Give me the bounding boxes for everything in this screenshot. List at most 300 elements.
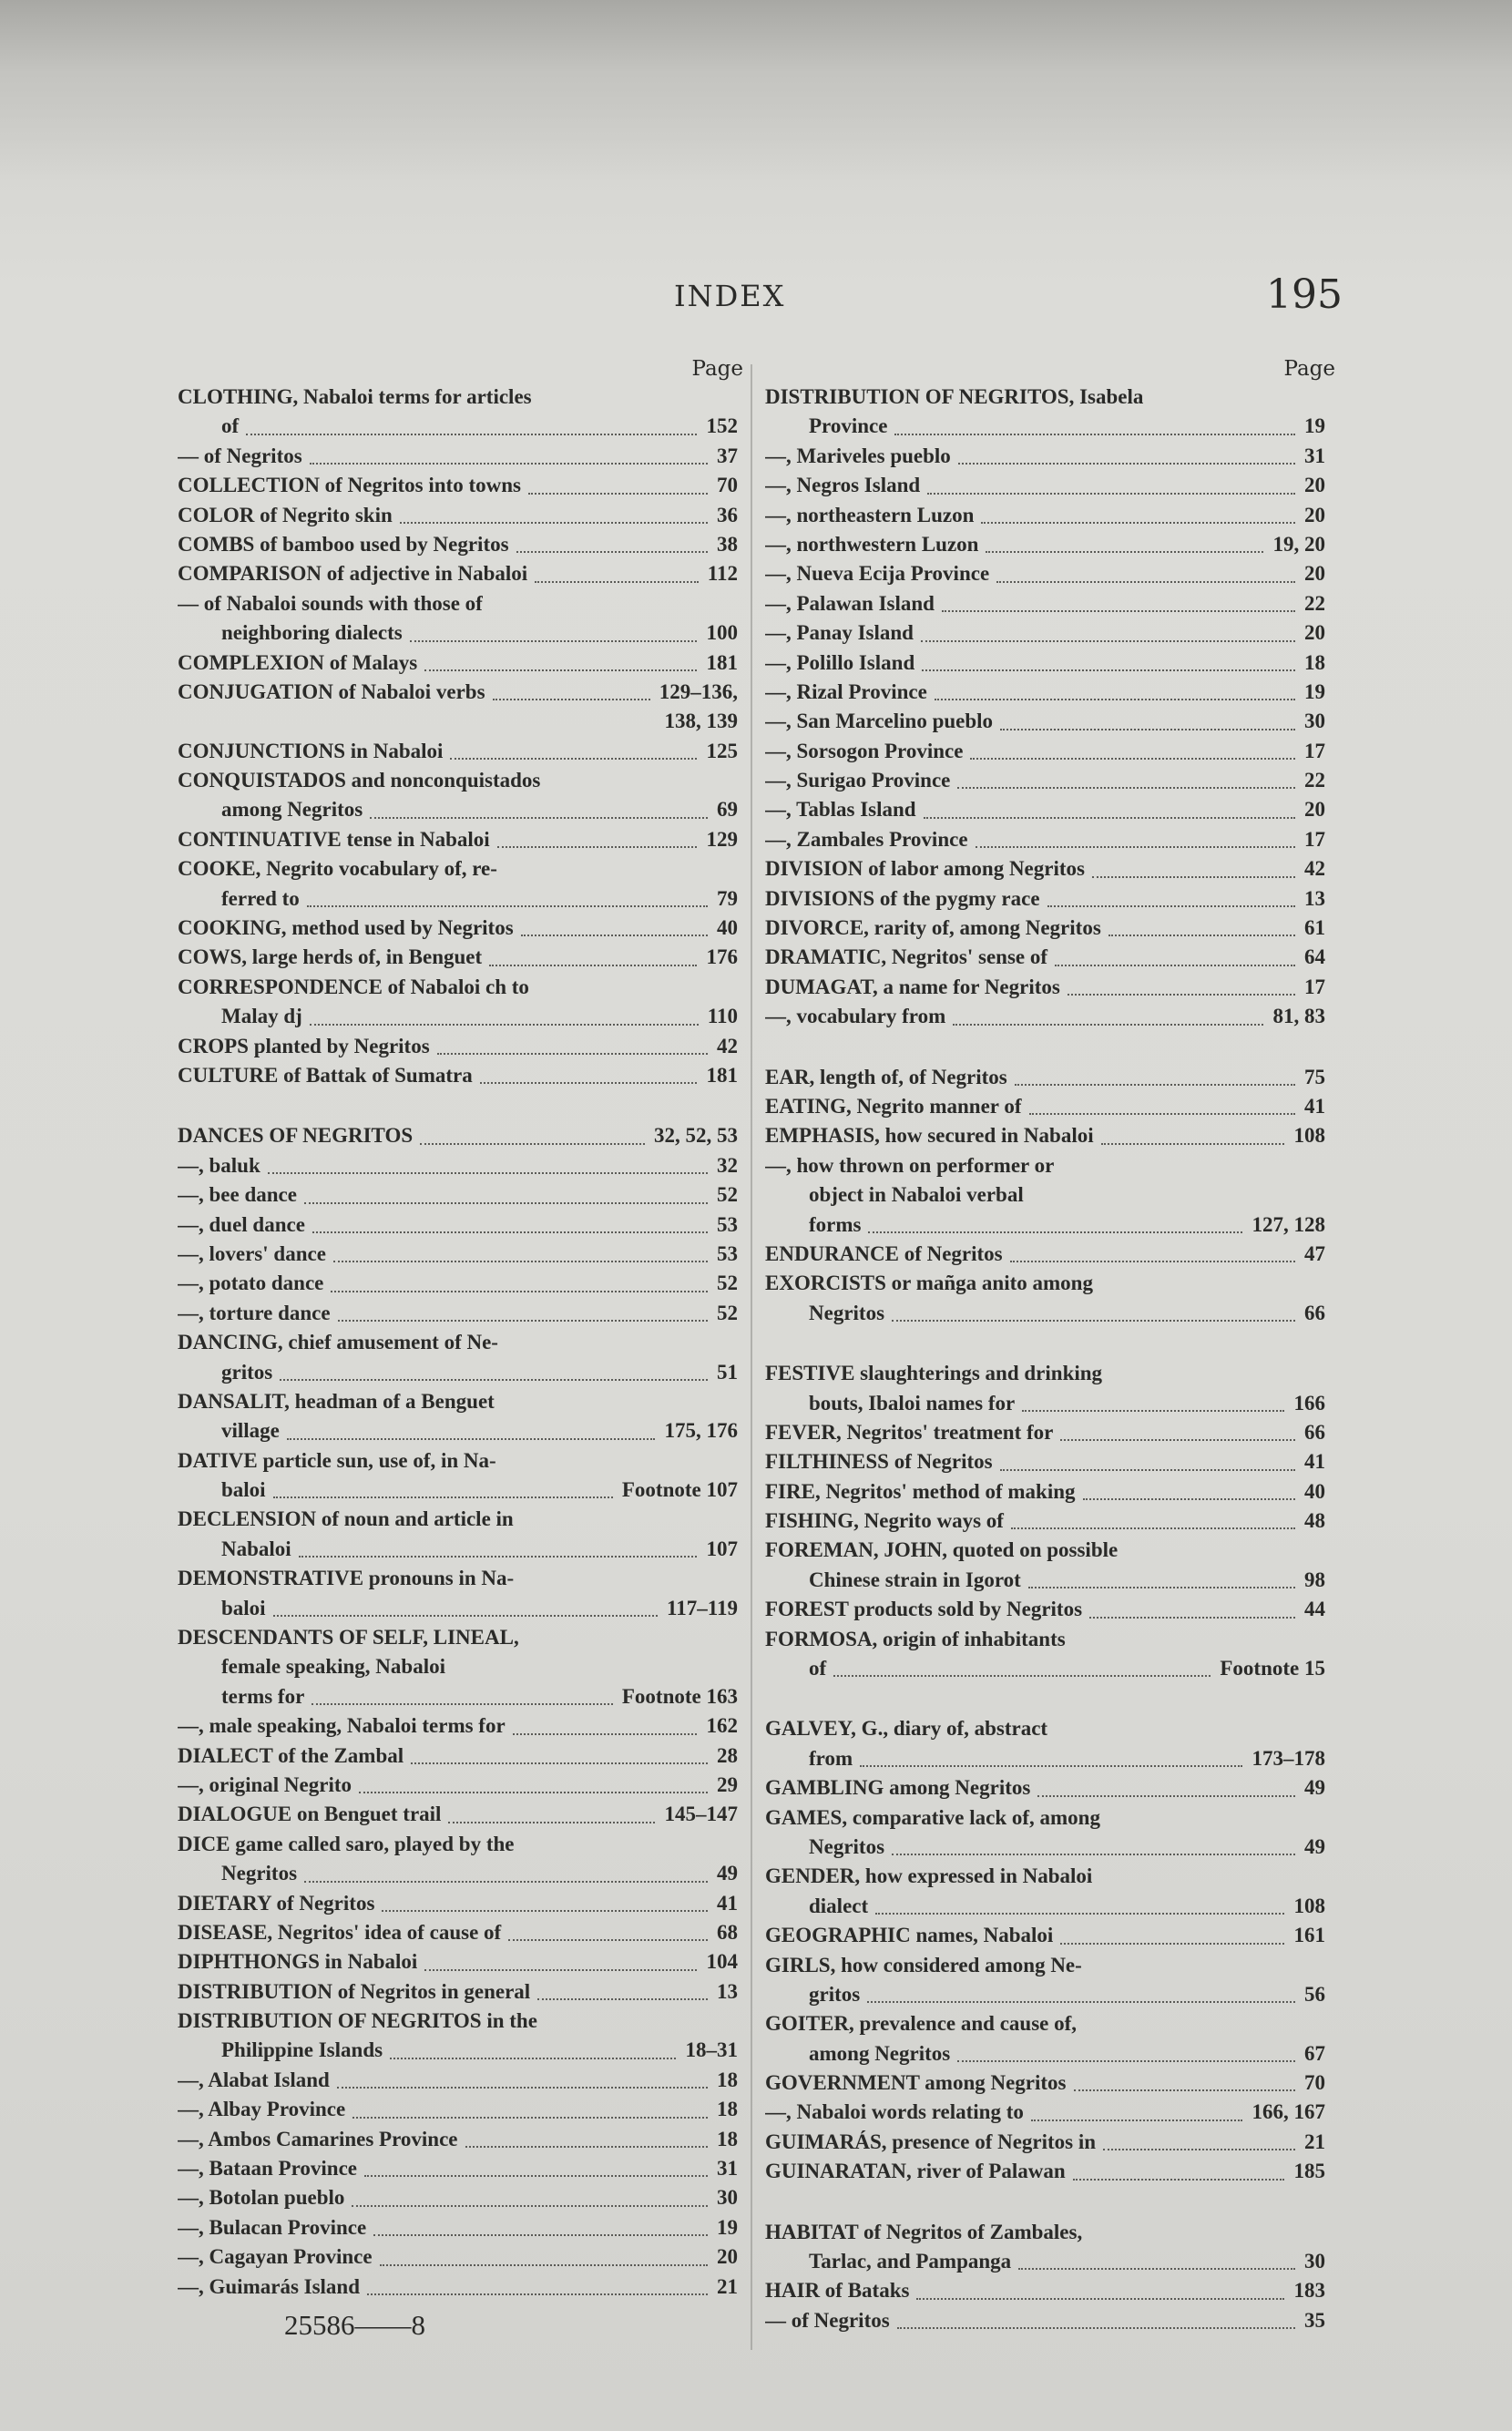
index-entry — [178, 1002, 738, 1031]
leader-dots — [1068, 973, 1295, 996]
index-entry-text: ENDURANCE of Negritos — [765, 1241, 1003, 1265]
index-entry — [765, 1833, 1325, 1862]
leader-dots — [304, 1180, 708, 1203]
index-entry-text: FESTIVE slaughterings and drinking — [765, 1362, 1103, 1385]
index-entry — [178, 914, 738, 943]
index-entry-page: 30 — [1304, 710, 1325, 733]
leader-dots — [935, 678, 1295, 700]
index-entry-page: 20 — [1304, 798, 1325, 822]
index-entry-page: 127, 128 — [1251, 1212, 1325, 1236]
index-entry — [765, 1625, 1325, 1654]
index-entry — [178, 1090, 738, 1121]
index-entry-text: bouts, Ibaloi names for — [809, 1391, 1016, 1415]
index-entry-text: EAR, length of, of Negritos — [765, 1065, 1007, 1088]
index-entry — [765, 825, 1325, 854]
index-entry-page: 13 — [717, 1979, 738, 2003]
index-entry-text: —, Surigao Province — [765, 769, 951, 792]
index-entry-text: —, potato dance — [178, 1272, 324, 1295]
leader-dots — [1011, 1507, 1295, 1529]
leader-dots — [1000, 707, 1295, 730]
printer-signature: 25586——8 — [284, 2309, 425, 2341]
index-entry-text: Nabaloi — [221, 1537, 291, 1560]
index-entry-text: —, Zambales Province — [765, 827, 968, 851]
index-entry-page: 52 — [717, 1301, 738, 1324]
leader-dots — [411, 1742, 708, 1764]
index-entry — [765, 1389, 1325, 1418]
index-entry — [178, 2154, 738, 2183]
index-entry-page: 17 — [1304, 739, 1325, 762]
index-entry — [178, 1918, 738, 1947]
index-entry-page: 70 — [1304, 2071, 1325, 2095]
index-entry-text: baloi — [221, 1478, 266, 1502]
index-entry — [178, 737, 738, 766]
leader-dots — [1074, 2068, 1295, 2091]
index-entry — [178, 943, 738, 972]
index-entry-text: GENDER, how expressed in Nabaloi — [765, 1864, 1093, 1888]
index-entry-page: 152 — [706, 414, 738, 438]
index-entry-page: 35 — [1304, 2308, 1325, 2332]
torn-page-edge — [0, 0, 1512, 182]
index-entry — [178, 1269, 738, 1298]
index-entry-page: 31 — [717, 2157, 738, 2181]
index-entry — [765, 766, 1325, 795]
leader-dots — [981, 501, 1295, 524]
index-entry-text: —, bee dance — [178, 1183, 297, 1207]
index-entry-text: DRAMATIC, Negritos' sense of — [765, 945, 1048, 969]
index-entry — [178, 1800, 738, 1829]
index-entry — [178, 501, 738, 530]
index-entry — [765, 471, 1325, 500]
index-column-right — [765, 383, 1325, 2335]
index-entry-page: 18 — [1304, 650, 1325, 674]
leader-dots — [953, 1002, 1263, 1025]
index-entry — [765, 1536, 1325, 1565]
leader-dots — [860, 1744, 1242, 1767]
index-entry-page: 40 — [1304, 1479, 1325, 1503]
index-entry-page: 41 — [1304, 1094, 1325, 1118]
index-entry-text: CORRESPONDENCE of Nabaloi ch to — [178, 975, 529, 998]
leader-dots — [465, 2125, 708, 2148]
leader-dots — [337, 2066, 708, 2089]
leader-dots — [868, 1210, 1242, 1233]
index-entry-text: GUINARATAN, river of Palawan — [765, 2160, 1066, 2183]
index-entry-text: —, Mariveles pueblo — [765, 444, 951, 467]
index-entry-text: HABITAT of Negritos of Zambales, — [765, 2220, 1083, 2243]
index-entry-text: DANSALIT, headman of a Benguet — [178, 1389, 495, 1413]
index-entry-page: Footnote 15 — [1220, 1657, 1325, 1680]
index-entry-page: 30 — [717, 2186, 738, 2210]
index-entry-text: DECLENSION of noun and article in — [178, 1507, 514, 1531]
index-entry-text: —, male speaking, Nabaloi terms for — [178, 1714, 506, 1738]
index-entry-page: 30 — [1304, 2250, 1325, 2273]
index-entry — [765, 1744, 1325, 1773]
index-entry-page: 20 — [1304, 474, 1325, 497]
index-entry-text: dialect — [809, 1894, 869, 1917]
index-entry — [765, 1803, 1325, 1833]
index-entry-text: COMPARISON of adjective in Nabaloi — [178, 562, 528, 586]
index-entry-text: Chinese strain in Igorot — [809, 1568, 1021, 1591]
leader-dots — [1022, 1389, 1284, 1412]
index-entry-text: —, Nabaloi words relating to — [765, 2100, 1024, 2124]
index-entry — [178, 854, 738, 884]
index-entry — [178, 766, 738, 795]
leader-dots — [246, 412, 697, 434]
index-entry-page: 19 — [1304, 679, 1325, 703]
index-entry — [178, 1416, 738, 1445]
index-entry — [178, 1742, 738, 1771]
index-entry-page: 49 — [1304, 1834, 1325, 1858]
index-entry-text: Tarlac, and Pampanga — [809, 2250, 1012, 2273]
leader-dots — [508, 1918, 708, 1941]
index-entry — [178, 559, 738, 588]
index-entry-text: —, original Negrito — [178, 1772, 352, 1796]
index-entry-text: CROPS planted by Negritos — [178, 1034, 430, 1057]
index-entry-page: 13 — [1304, 886, 1325, 910]
index-entry-text: DISTRIBUTION of Negritos in general — [178, 1979, 531, 2003]
index-entry-page: 79 — [717, 886, 738, 910]
index-entry — [178, 1535, 738, 1564]
leader-dots — [875, 1892, 1284, 1915]
index-entry — [178, 1859, 738, 1888]
index-entry-text: HAIR of Bataks — [765, 2279, 910, 2303]
index-entry-text: CLOTHING, Nabaloi terms for articles — [178, 385, 532, 408]
index-entry-text: COOKE, Negrito vocabulary of, re- — [178, 857, 497, 881]
index-entry — [765, 1892, 1325, 1921]
index-entry — [765, 1359, 1325, 1388]
index-entry-page: 98 — [1304, 1568, 1325, 1591]
leader-dots — [1015, 1063, 1295, 1086]
index-entry-text: DANCING, chief amusement of Ne- — [178, 1331, 498, 1354]
index-entry-page: 41 — [1304, 1450, 1325, 1474]
index-entry — [178, 884, 738, 914]
index-entry-page: 28 — [717, 1743, 738, 1767]
index-entry-text: FILTHINESS of Negritos — [765, 1450, 993, 1474]
index-entry-text: —, Guimarás Island — [178, 2274, 361, 2298]
index-entry — [765, 2157, 1325, 2186]
index-entry — [765, 2218, 1325, 2247]
index-entry — [765, 649, 1325, 678]
index-entry-page: 18–31 — [685, 2038, 738, 2062]
leader-dots — [924, 795, 1295, 818]
index-entry-text: of — [809, 1657, 827, 1680]
index-entry — [178, 1771, 738, 1800]
leader-dots — [521, 914, 708, 936]
index-entry — [765, 1063, 1325, 1092]
index-entry-text: — of Negritos — [178, 444, 302, 467]
index-entry-text: DUMAGAT, a name for Negritos — [765, 975, 1060, 998]
index-entry — [765, 1507, 1325, 1536]
index-entry — [765, 2276, 1325, 2305]
index-entry — [178, 1682, 738, 1711]
index-entry-page: 70 — [717, 474, 738, 497]
leader-dots — [390, 2036, 676, 2058]
index-entry — [765, 1002, 1325, 1031]
leader-dots — [310, 442, 708, 465]
index-entry-text: DIVISIONS of the pygmy race — [765, 886, 1040, 910]
index-entry-text: Philippine Islands — [221, 2038, 383, 2062]
index-entry — [765, 1862, 1325, 1891]
index-entry-text: —, Alabat Island — [178, 2068, 330, 2091]
index-entry-text: COLOR of Negrito skin — [178, 503, 393, 526]
leader-dots — [897, 2306, 1295, 2329]
index-entry-page: 52 — [717, 1272, 738, 1295]
index-entry — [178, 1623, 738, 1652]
index-entry — [178, 1358, 738, 1387]
index-entry-text: object in Nabaloi verbal — [809, 1183, 1024, 1207]
index-entry-page: 166, 167 — [1251, 2100, 1325, 2124]
leader-dots — [312, 1682, 613, 1705]
index-entry-page: 38 — [717, 532, 738, 556]
leader-dots — [364, 2154, 708, 2177]
index-entry — [765, 1180, 1325, 1210]
index-entry — [178, 2242, 738, 2272]
leader-dots — [1028, 1566, 1295, 1588]
index-entry-text: Negritos — [809, 1301, 885, 1324]
index-entry — [178, 2273, 738, 2302]
leader-dots — [424, 649, 697, 671]
index-entry — [178, 1180, 738, 1210]
leader-dots — [957, 766, 1295, 789]
index-entry-text: CONJUGATION of Nabaloi verbs — [178, 679, 485, 703]
index-entry-text: EMPHASIS, how secured in Nabaloi — [765, 1124, 1094, 1148]
index-entry-text: COLLECTION of Negritos into towns — [178, 474, 521, 497]
index-entry — [178, 973, 738, 1002]
index-entry — [765, 1092, 1325, 1121]
index-entry-text: DIVORCE, rarity of, among Negritos — [765, 916, 1101, 940]
index-entry-page: 66 — [1304, 1420, 1325, 1444]
index-entry — [765, 737, 1325, 766]
index-entry-page: 52 — [717, 1183, 738, 1207]
index-entry-page: 19, 20 — [1272, 532, 1325, 556]
left-page-col-label: Page — [691, 357, 743, 381]
index-entry-page: 108 — [1293, 1124, 1325, 1148]
index-column-left — [178, 383, 738, 2302]
index-entry-text: from — [809, 1746, 853, 1770]
index-entry — [178, 1564, 738, 1593]
index-entry — [178, 1947, 738, 1976]
index-entry-text: COMBS of bamboo used by Negritos — [178, 532, 509, 556]
leader-dots — [916, 2276, 1284, 2299]
leader-dots — [268, 1151, 708, 1174]
leader-dots — [450, 737, 697, 760]
index-entry — [178, 1652, 738, 1681]
index-entry — [178, 1151, 738, 1180]
index-entry-text: —, how thrown on performer or — [765, 1153, 1055, 1177]
leader-dots — [927, 471, 1295, 494]
index-entry — [178, 1594, 738, 1623]
index-entry-page: 21 — [1304, 2130, 1325, 2153]
index-entry-text: GALVEY, G., diary of, abstract — [765, 1717, 1048, 1741]
page-number: 195 — [1266, 271, 1343, 318]
index-entry — [178, 825, 738, 854]
leader-dots — [273, 1594, 658, 1617]
index-entry-page: 18 — [717, 2127, 738, 2150]
index-entry — [765, 678, 1325, 707]
leader-dots — [400, 501, 708, 524]
index-entry — [178, 795, 738, 824]
index-entry-text: —, vocabulary from — [765, 1005, 946, 1028]
index-entry — [178, 1387, 738, 1416]
index-entry — [765, 973, 1325, 1002]
index-entry — [178, 1121, 738, 1150]
index-entry — [178, 1505, 738, 1534]
index-entry-text: —, Nueva Ecija Province — [765, 562, 990, 586]
index-entry-page: 162 — [706, 1714, 738, 1738]
index-entry-page: 173–178 — [1251, 1746, 1325, 1770]
leader-dots — [867, 1980, 1295, 2003]
leader-dots — [437, 1032, 708, 1055]
index-entry-text: —, San Marcelino pueblo — [765, 710, 994, 733]
index-entry — [765, 501, 1325, 530]
index-entry-page: 183 — [1293, 2279, 1325, 2303]
leader-dots — [380, 2242, 708, 2265]
index-entry — [178, 2095, 738, 2124]
index-entry-text: FEVER, Negritos' treatment for — [765, 1420, 1054, 1444]
leader-dots — [976, 825, 1295, 848]
index-entry — [178, 1299, 738, 1328]
index-entry-page: 104 — [706, 1950, 738, 1974]
leader-dots — [516, 530, 708, 553]
index-entry — [765, 1566, 1325, 1595]
index-entry-text: DESCENDANTS OF SELF, LINEAL, — [178, 1626, 519, 1650]
index-entry-text: CULTURE of Battak of Sumatra — [178, 1063, 473, 1087]
index-entry-text: neighboring dialects — [221, 621, 403, 645]
index-entry — [178, 1889, 738, 1918]
leader-dots — [489, 943, 697, 965]
index-entry-text: Province — [809, 414, 888, 438]
index-entry-text: DIALOGUE on Benguet trail — [178, 1803, 442, 1826]
leader-dots — [1060, 1418, 1295, 1441]
index-entry — [765, 618, 1325, 648]
index-entry-page: 17 — [1304, 975, 1325, 998]
leader-dots — [894, 412, 1295, 434]
index-entry-text: —, Bulacan Province — [178, 2215, 367, 2239]
index-entry — [178, 649, 738, 678]
index-entry-page: 19 — [1304, 414, 1325, 438]
leader-dots — [833, 1654, 1211, 1677]
index-entry-page: 175, 176 — [664, 1419, 738, 1443]
index-entry-text: —, duel dance — [178, 1212, 305, 1236]
index-entry-text: Negritos — [221, 1862, 298, 1885]
index-entry-text: CONJUNCTIONS in Nabaloi — [178, 739, 444, 762]
index-entry-page: 49 — [1304, 1776, 1325, 1800]
index-entry-text: COWS, large herds of, in Benguet — [178, 945, 483, 969]
leader-dots — [424, 1947, 697, 1970]
index-entry — [765, 2068, 1325, 2098]
leader-dots — [359, 1771, 708, 1793]
index-entry — [178, 618, 738, 648]
index-entry — [178, 383, 738, 412]
index-entry — [765, 2247, 1325, 2276]
leader-dots — [1029, 1092, 1295, 1115]
index-entry-page: 40 — [717, 916, 738, 940]
index-entry — [765, 1477, 1325, 1507]
index-entry-text: —, Tablas Island — [765, 798, 916, 822]
index-entry — [765, 1328, 1325, 1359]
index-entry-page: 42 — [1304, 857, 1325, 881]
index-entry-text: COOKING, method used by Negritos — [178, 916, 514, 940]
leader-dots — [1010, 1240, 1295, 1262]
index-entry-text: DISTRIBUTION OF NEGRITOS in the — [178, 2009, 537, 2033]
index-entry-text: —, Panay Island — [765, 621, 914, 645]
index-entry-text: Negritos — [809, 1834, 885, 1858]
right-page-col-label: Page — [1283, 357, 1335, 381]
index-entry — [765, 1299, 1325, 1328]
index-entry-page: 22 — [1304, 591, 1325, 615]
index-entry — [178, 678, 738, 707]
index-entry — [765, 1032, 1325, 1063]
leader-dots — [1000, 1447, 1295, 1470]
leader-dots — [1089, 1595, 1295, 1618]
leader-dots — [922, 649, 1295, 671]
index-entry-page: 20 — [1304, 562, 1325, 586]
index-entry-page: 36 — [717, 503, 738, 526]
index-entry — [765, 1921, 1325, 1950]
index-entry-page: 21 — [717, 2274, 738, 2298]
index-entry — [765, 1240, 1325, 1269]
leader-dots — [310, 1002, 699, 1025]
leader-dots — [1073, 2157, 1284, 2180]
index-entry-text: FOREMAN, JOHN, quoted on possible — [765, 1538, 1119, 1562]
index-entry-page: 41 — [717, 1891, 738, 1915]
leader-dots — [273, 1476, 613, 1498]
leader-dots — [970, 737, 1295, 760]
index-entry — [765, 1773, 1325, 1803]
index-entry-page: 129 — [706, 827, 738, 851]
leader-dots — [304, 1859, 708, 1882]
index-entry — [765, 1269, 1325, 1298]
index-entry — [765, 1595, 1325, 1624]
index-entry-text: —, Botolan pueblo — [178, 2186, 345, 2210]
index-entry-text: GOITER, prevalence and cause of, — [765, 2012, 1078, 2036]
index-entry — [178, 1061, 738, 1090]
index-entry-page: 117–119 — [667, 1596, 738, 1619]
index-entry-page: 51 — [717, 1360, 738, 1384]
index-entry-page: 49 — [717, 1862, 738, 1885]
index-entry — [765, 530, 1325, 559]
leader-dots — [352, 2183, 708, 2206]
index-entry-page: 56 — [1304, 1982, 1325, 2006]
index-entry-page: 17 — [1304, 827, 1325, 851]
index-entry — [765, 1980, 1325, 2009]
index-entry — [765, 1447, 1325, 1476]
index-entry-text: CONQUISTADOS and nonconquistados — [178, 769, 541, 792]
index-entry-page: 19 — [717, 2215, 738, 2239]
index-entry-page: 53 — [717, 1241, 738, 1265]
leader-dots — [1083, 1477, 1295, 1500]
index-entry-text: —, northeastern Luzon — [765, 503, 975, 526]
index-entry-page: 20 — [717, 2245, 738, 2269]
index-entry-text: FOREST products sold by Negritos — [765, 1598, 1083, 1621]
index-entry — [178, 442, 738, 471]
index-entry — [765, 2187, 1325, 2218]
leader-dots — [528, 471, 708, 494]
index-entry-text: FIRE, Negritos' method of making — [765, 1479, 1076, 1503]
index-entry-page: 68 — [717, 1920, 738, 1944]
index-entry — [178, 2007, 738, 2036]
leader-dots — [331, 1269, 708, 1292]
index-entry — [765, 943, 1325, 972]
index-entry-page: 129–136, — [659, 679, 738, 703]
index-entry-text: —, Cagayan Province — [178, 2245, 373, 2269]
index-entry-page: 108 — [1293, 1894, 1325, 1917]
index-entry-page: 125 — [706, 739, 738, 762]
index-entry-text: DISTRIBUTION OF NEGRITOS, Isabela — [765, 385, 1144, 408]
index-entry-text: ferred to — [221, 886, 300, 910]
index-entry — [178, 2183, 738, 2212]
index-entry — [178, 1328, 738, 1357]
index-entry — [178, 1210, 738, 1240]
